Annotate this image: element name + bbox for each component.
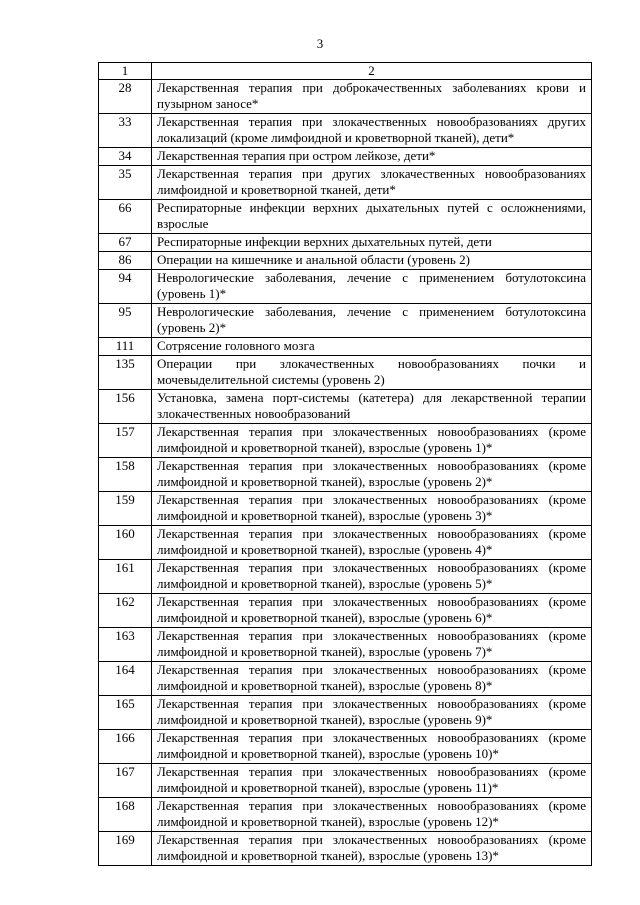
row-description-cell: Установка, замена порт-системы (катетера) для лекарственной терапии злокачественных новообразований — [152, 390, 592, 424]
row-code-cell: 165 — [99, 696, 152, 730]
table-row — [99, 628, 592, 662]
row-code-cell: 168 — [99, 798, 152, 832]
row-code-cell: 94 — [99, 270, 152, 304]
row-description-cell: Лекарственная терапия при злокачественных новообразованиях (кроме лимфоидной и кроветворной тканей), взрослые (уровень 10)* — [152, 730, 592, 764]
row-code-cell: 166 — [99, 730, 152, 764]
row-code-cell: 162 — [99, 594, 152, 628]
row-code-cell: 111 — [99, 338, 152, 356]
row-code-cell: 160 — [99, 526, 152, 560]
row-code-cell: 157 — [99, 424, 152, 458]
row-code-cell: 167 — [99, 764, 152, 798]
row-description-cell: Лекарственная терапия при злокачественных новообразованиях (кроме лимфоидной и кроветворной тканей), взрослые (уровень 5)* — [152, 560, 592, 594]
row-code-cell: 33 — [99, 114, 152, 148]
table-body — [99, 63, 592, 866]
table-row — [99, 492, 592, 526]
row-description-cell: Неврологические заболевания, лечение с применением ботулотоксина (уровень 2)* — [152, 304, 592, 338]
table-row — [99, 696, 592, 730]
table-row — [99, 662, 592, 696]
table-row — [99, 252, 592, 270]
row-description-cell: Лекарственная терапия при злокачественных новообразованиях (кроме лимфоидной и кроветворной тканей), взрослые (уровень 7)* — [152, 628, 592, 662]
row-description-cell: Операции на кишечнике и анальной области (уровень 2) — [152, 252, 592, 270]
table-row — [99, 114, 592, 148]
table-row — [99, 730, 592, 764]
table-row — [99, 390, 592, 424]
row-code-cell: 169 — [99, 832, 152, 866]
row-description-cell: Лекарственная терапия при злокачественных новообразованиях (кроме лимфоидной и кроветворной тканей), взрослые (уровень 8)* — [152, 662, 592, 696]
row-description-cell: Лекарственная терапия при доброкачественных заболеваниях крови и пузырном заносе* — [152, 80, 592, 114]
table-row — [99, 832, 592, 866]
row-description-cell: Лекарственная терапия при злокачественных новообразованиях (кроме лимфоидной и кроветворной тканей), взрослые (уровень 6)* — [152, 594, 592, 628]
row-code-cell: 164 — [99, 662, 152, 696]
row-description-cell: Лекарственная терапия при других злокачественных новообразованиях лимфоидной и кроветворной тканей, дети* — [152, 166, 592, 200]
row-code-cell: 156 — [99, 390, 152, 424]
table-row — [99, 166, 592, 200]
row-description-cell: Лекарственная терапия при злокачественных новообразованиях (кроме лимфоидной и кроветворной тканей), взрослые (уровень 11)* — [152, 764, 592, 798]
row-code-cell: 35 — [99, 166, 152, 200]
table-row — [99, 338, 592, 356]
table-row — [99, 356, 592, 390]
row-code-cell: 34 — [99, 148, 152, 166]
row-code-cell: 86 — [99, 252, 152, 270]
ksg-table — [98, 62, 592, 866]
table-row — [99, 270, 592, 304]
row-description-cell: Сотрясение головного мозга — [152, 338, 592, 356]
column-header-description: 2 — [152, 63, 592, 80]
row-description-cell: Лекарственная терапия при злокачественных новообразованиях (кроме лимфоидной и кроветворной тканей), взрослые (уровень 4)* — [152, 526, 592, 560]
row-description-cell: Лекарственная терапия при злокачественных новообразованиях (кроме лимфоидной и кроветворной тканей), взрослые (уровень 3)* — [152, 492, 592, 526]
row-code-cell: 159 — [99, 492, 152, 526]
row-code-cell: 135 — [99, 356, 152, 390]
row-description-cell: Лекарственная терапия при злокачественных новообразованиях других локализаций (кроме лимфоидной и кроветворной тканей), дети* — [152, 114, 592, 148]
row-code-cell: 28 — [99, 80, 152, 114]
table-row — [99, 424, 592, 458]
row-code-cell: 66 — [99, 200, 152, 234]
column-header-code: 1 — [99, 63, 152, 80]
row-description-cell: Лекарственная терапия при злокачественных новообразованиях (кроме лимфоидной и кроветворной тканей), взрослые (уровень 13)* — [152, 832, 592, 866]
table-row — [99, 200, 592, 234]
table-row — [99, 764, 592, 798]
table-row — [99, 234, 592, 252]
table-row — [99, 594, 592, 628]
table-row — [99, 148, 592, 166]
row-description-cell: Лекарственная терапия при злокачественных новообразованиях (кроме лимфоидной и кроветворной тканей), взрослые (уровень 2)* — [152, 458, 592, 492]
row-code-cell: 161 — [99, 560, 152, 594]
row-description-cell: Лекарственная терапия при злокачественных новообразованиях (кроме лимфоидной и кроветворной тканей), взрослые (уровень 1)* — [152, 424, 592, 458]
row-description-cell: Операции при злокачественных новообразованиях почки и мочевыделительной системы (уровень 2) — [152, 356, 592, 390]
table-row — [99, 458, 592, 492]
row-code-cell: 158 — [99, 458, 152, 492]
row-description-cell: Респираторные инфекции верхних дыхательных путей с осложнениями, взрослые — [152, 200, 592, 234]
page-number: 3 — [316, 36, 324, 51]
row-description-cell: Лекарственная терапия при злокачественных новообразованиях (кроме лимфоидной и кроветворной тканей), взрослые (уровень 9)* — [152, 696, 592, 730]
row-code-cell: 95 — [99, 304, 152, 338]
row-description-cell: Лекарственная терапия при остром лейкозе, дети* — [152, 148, 592, 166]
row-code-cell: 67 — [99, 234, 152, 252]
table-row — [99, 80, 592, 114]
row-code-cell: 163 — [99, 628, 152, 662]
row-description-cell: Неврологические заболевания, лечение с применением ботулотоксина (уровень 1)* — [152, 270, 592, 304]
table-row — [99, 304, 592, 338]
table-row — [99, 798, 592, 832]
row-description-cell: Респираторные инфекции верхних дыхательных путей, дети — [152, 234, 592, 252]
table-row — [99, 526, 592, 560]
row-description-cell: Лекарственная терапия при злокачественных новообразованиях (кроме лимфоидной и кроветворной тканей), взрослые (уровень 12)* — [152, 798, 592, 832]
table-header-row — [99, 63, 592, 80]
table-row — [99, 560, 592, 594]
